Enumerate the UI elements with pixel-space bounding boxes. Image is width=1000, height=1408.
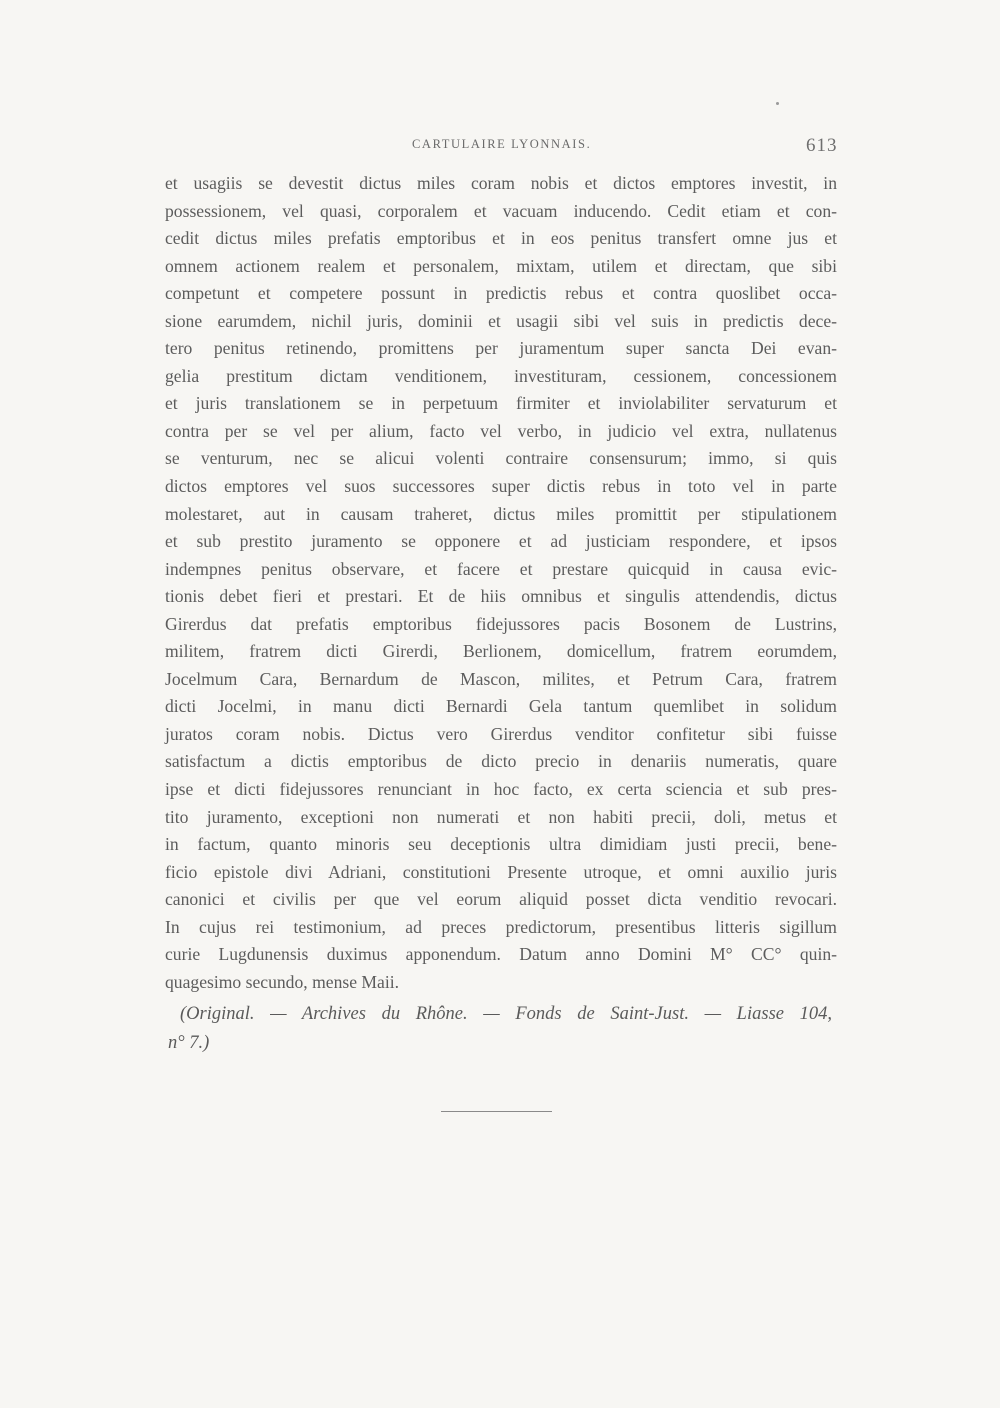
text-line: se venturum, nec se alicui volenti contraire consensurum; immo, si quis bbox=[165, 448, 837, 469]
text-line: tero penitus retinendo, promittens per juramentum super sancta Dei evan- bbox=[165, 338, 837, 359]
text-line: dictos emptores vel suos successores super dictis rebus in toto vel in parte bbox=[165, 476, 837, 497]
text-line: indempnes penitus observare, et facere et prestare quicquid in causa evic- bbox=[165, 558, 837, 579]
text-line: ficio epistole divi Adriani, constitutioni Presente utroque, et omni auxilio juris bbox=[165, 861, 837, 882]
text-line: ipse et dicti fidejussores renunciant in hoc facto, ex certa sciencia et sub pres- bbox=[165, 779, 837, 800]
text-line: et sub prestito juramento se opponere et ad justiciam respondere, et ipsos bbox=[165, 531, 837, 552]
text-line: tionis debet fieri et prestari. Et de hiis omnibus et singulis attendendis, dictus bbox=[165, 586, 837, 607]
text-line: Jocelmum Cara, Bernardum de Mascon, milites, et Petrum Cara, fratrem bbox=[165, 668, 837, 689]
text-line: Girerdus dat prefatis emptoribus fidejussores pacis Bosonem de Lustrins, bbox=[165, 613, 837, 634]
text-line: gelia prestitum dictam venditionem, investituram, cessionem, concessionem bbox=[165, 365, 837, 386]
text-line: In cujus rei testimonium, ad preces predictorum, presentibus litteris sigillum bbox=[165, 916, 837, 937]
text-line: possessionem, vel quasi, corporalem et vacuam inducendo. Cedit etiam et con- bbox=[165, 200, 837, 221]
text-line: satisfactum a dictis emptoribus de dicto precio in denariis numeratis, quare bbox=[165, 751, 837, 772]
text-line: tito juramento, exceptioni non numerati et non habiti precii, doli, metus et bbox=[165, 806, 837, 827]
running-title: CARTULAIRE LYONNAIS. bbox=[412, 137, 592, 151]
text-line: juratos coram nobis. Dictus vero Girerdus venditor confitetur sibi fuisse bbox=[165, 723, 837, 744]
text-line: canonici et civilis per que vel eorum aliquid posset dicta venditio revocari. bbox=[165, 889, 837, 910]
text-line: omnem actionem realem et personalem, mixtam, utilem et directam, que sibi bbox=[165, 255, 837, 276]
text-line: in factum, quanto minoris seu deceptionis ultra dimidiam justi precii, bene- bbox=[165, 834, 837, 855]
text-line: militem, fratrem dicti Girerdi, Berlionem, domicellum, fratrem eorumdem, bbox=[165, 641, 837, 662]
text-line: et usagiis se devestit dictus miles coram nobis et dictos emptores investit, in bbox=[165, 173, 837, 193]
text-line: molestaret, aut in causam traheret, dictus miles promittit per stipulationem bbox=[165, 503, 837, 524]
text-line: et juris translationem se in perpetuum firmiter et inviolabiliter servaturum et bbox=[165, 393, 837, 414]
paper-speck bbox=[776, 102, 779, 105]
citation-line: (Original. — Archives du Rhône. — Fonds de Saint-Just. — Liasse 104, bbox=[180, 1004, 832, 1024]
end-rule-divider bbox=[441, 1111, 552, 1112]
text-line: contra per se vel per alium, facto vel verbo, in judicio vel extra, nullatenus bbox=[165, 420, 837, 441]
source-citation bbox=[168, 1000, 832, 1058]
text-line: curie Lugdunensis duximus apponendum. Datum anno Domini M° CC° quin- bbox=[165, 944, 837, 965]
text-line: cedit dictus miles prefatis emptoribus et in eos penitus transfert omne jus et bbox=[165, 228, 837, 249]
charter-text bbox=[165, 170, 837, 996]
text-line: competunt et competere possunt in predictis rebus et contra quoslibet occa- bbox=[165, 283, 837, 304]
text-line: quagesimo secundo, mense Maii. bbox=[165, 971, 400, 992]
page-number: 613 bbox=[806, 135, 838, 156]
text-line: dicti Jocelmi, in manu dicti Bernardi Gela tantum quemlibet in solidum bbox=[165, 696, 837, 717]
text-line: sione earumdem, nichil juris, dominii et usagii sibi vel suis in predictis dece- bbox=[165, 310, 837, 331]
citation-line: n° 7.) bbox=[168, 1033, 210, 1053]
